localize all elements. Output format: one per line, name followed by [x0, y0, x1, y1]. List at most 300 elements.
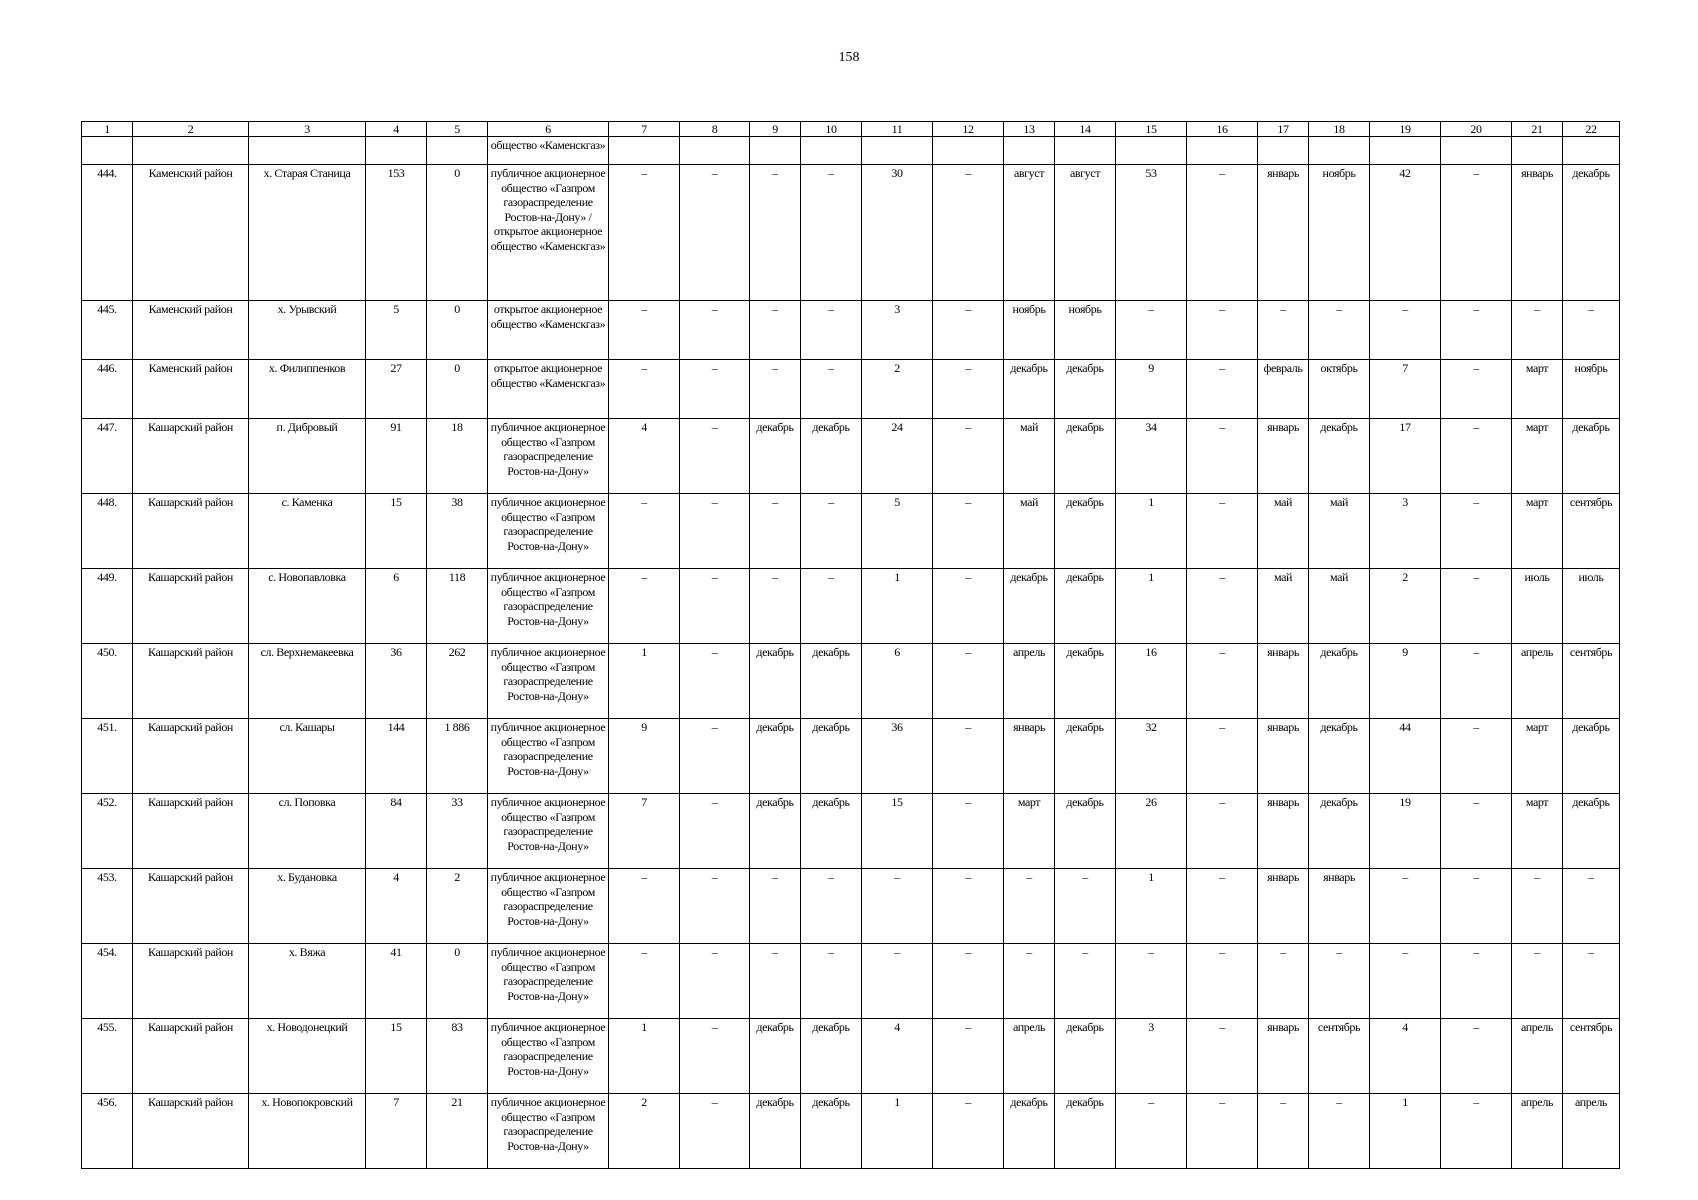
table-cell	[1258, 137, 1309, 165]
table-cell: 3	[1116, 1019, 1187, 1094]
table-cell: 27	[366, 360, 427, 419]
column-number-header: 6	[488, 122, 609, 137]
table-cell	[1004, 137, 1055, 165]
table-cell: март	[1004, 794, 1055, 869]
table-cell: –	[680, 944, 750, 1019]
table-cell: 83	[427, 1019, 488, 1094]
table-cell: 91	[366, 419, 427, 494]
table-cell: с. Новопавловка	[249, 569, 366, 644]
table-cell: –	[1055, 869, 1116, 944]
table-cell: 30	[862, 165, 933, 301]
table-cell: январь	[1309, 869, 1370, 944]
table-cell: п. Дибровый	[249, 419, 366, 494]
table-row	[82, 719, 1620, 794]
table-cell: публичное акционерное общество «Газпром газораспределение Ростов-на-Дону»	[488, 1094, 609, 1169]
table-cell: –	[1116, 944, 1187, 1019]
table-cell: х. Урывский	[249, 301, 366, 360]
table-cell: –	[680, 1019, 750, 1094]
table-cell: 15	[862, 794, 933, 869]
table-cell: январь	[1512, 165, 1563, 301]
table-cell: январь	[1004, 719, 1055, 794]
table-cell: публичное акционерное общество «Газпром газораспределение Ростов-на-Дону»	[488, 644, 609, 719]
table-cell	[366, 137, 427, 165]
table-cell: –	[680, 794, 750, 869]
table-cell: –	[1512, 944, 1563, 1019]
table-cell: –	[1441, 794, 1512, 869]
table-cell: –	[1258, 1094, 1309, 1169]
table-cell: 450.	[82, 644, 133, 719]
table-cell: декабрь	[1055, 644, 1116, 719]
table-cell: 9	[1116, 360, 1187, 419]
table-cell	[609, 137, 680, 165]
table-cell: –	[862, 944, 933, 1019]
table-cell: –	[801, 360, 862, 419]
table-cell	[933, 137, 1004, 165]
table-cell: 18	[427, 419, 488, 494]
table-cell: декабрь	[1309, 419, 1370, 494]
table-cell: х. Вяжа	[249, 944, 366, 1019]
table-cell: 153	[366, 165, 427, 301]
table-cell: –	[1309, 301, 1370, 360]
table-cell: общество «Каменскгаз»	[488, 137, 609, 165]
table-cell: декабрь	[1563, 419, 1620, 494]
table-cell: 1	[1116, 569, 1187, 644]
table-cell: 34	[1116, 419, 1187, 494]
table-cell: –	[801, 494, 862, 569]
table-cell: 1	[1370, 1094, 1441, 1169]
table-cell: 15	[366, 494, 427, 569]
table-cell: 16	[1116, 644, 1187, 719]
table-cell: январь	[1258, 1019, 1309, 1094]
table-cell: 454.	[82, 944, 133, 1019]
table-cell: 4	[862, 1019, 933, 1094]
table-cell: публичное акционерное общество «Газпром газораспределение Ростов-на-Дону»	[488, 794, 609, 869]
table-row	[82, 644, 1620, 719]
table-cell: май	[1004, 419, 1055, 494]
table-cell: –	[933, 944, 1004, 1019]
table-cell: 5	[862, 494, 933, 569]
column-number-header: 4	[366, 122, 427, 137]
table-cell: май	[1309, 494, 1370, 569]
column-number-header: 22	[1563, 122, 1620, 137]
table-cell: ноябрь	[1309, 165, 1370, 301]
table-cell: май	[1258, 494, 1309, 569]
table-cell: –	[1004, 869, 1055, 944]
table-cell	[862, 137, 933, 165]
table-cell: Кашарский район	[133, 494, 249, 569]
table-cell: публичное акционерное общество «Газпром газораспределение Ростов-на-Дону» / открытое акционерное общество «Каменскгаз»	[488, 165, 609, 301]
column-number-header: 2	[133, 122, 249, 137]
table-row	[82, 165, 1620, 301]
table-cell: 4	[609, 419, 680, 494]
table-cell: январь	[1258, 644, 1309, 719]
table-row	[82, 494, 1620, 569]
table-cell: х. Новодонецкий	[249, 1019, 366, 1094]
table-cell: 44	[1370, 719, 1441, 794]
table-cell: –	[750, 494, 801, 569]
table-cell	[1309, 137, 1370, 165]
table-cell: –	[1563, 944, 1620, 1019]
table-cell: Кашарский район	[133, 419, 249, 494]
column-number-header: 13	[1004, 122, 1055, 137]
table-cell: январь	[1258, 419, 1309, 494]
table-cell: –	[680, 1094, 750, 1169]
table-cell: –	[609, 494, 680, 569]
table-cell: 2	[1370, 569, 1441, 644]
table-cell: февраль	[1258, 360, 1309, 419]
table-cell: 6	[366, 569, 427, 644]
column-number-header: 8	[680, 122, 750, 137]
table-cell: –	[750, 869, 801, 944]
table-cell: 3	[1370, 494, 1441, 569]
table-cell: 451.	[82, 719, 133, 794]
table-cell: –	[933, 419, 1004, 494]
table-cell: декабрь	[801, 1019, 862, 1094]
table-cell: май	[1258, 569, 1309, 644]
table-cell: март	[1512, 360, 1563, 419]
table-cell: сентябрь	[1563, 644, 1620, 719]
table-row	[82, 794, 1620, 869]
table-row	[82, 301, 1620, 360]
table-cell: –	[1441, 1094, 1512, 1169]
table-cell: –	[1309, 1094, 1370, 1169]
table-cell: –	[680, 494, 750, 569]
table-cell	[1370, 137, 1441, 165]
table-cell: Кашарский район	[133, 794, 249, 869]
table-cell: 2	[862, 360, 933, 419]
table-cell: апрель	[1004, 1019, 1055, 1094]
table-cell: –	[1187, 644, 1258, 719]
table-cell: 0	[427, 301, 488, 360]
table-cell: август	[1004, 165, 1055, 301]
table-cell: –	[609, 301, 680, 360]
table-cell: 9	[609, 719, 680, 794]
table-cell: январь	[1258, 719, 1309, 794]
column-number-header: 16	[1187, 122, 1258, 137]
table-cell: 9	[1370, 644, 1441, 719]
table-cell: –	[1309, 944, 1370, 1019]
table-cell: –	[1441, 494, 1512, 569]
table-cell: –	[801, 165, 862, 301]
table-cell: 456.	[82, 1094, 133, 1169]
table-cell: –	[1441, 360, 1512, 419]
table-cell: 1	[1116, 869, 1187, 944]
table-cell: х. Старая Станица	[249, 165, 366, 301]
table-cell: публичное акционерное общество «Газпром газораспределение Ростов-на-Дону»	[488, 569, 609, 644]
table-cell: апрель	[1512, 1094, 1563, 1169]
table-cell: Каменский район	[133, 360, 249, 419]
table-cell: 4	[1370, 1019, 1441, 1094]
table-cell: –	[1441, 719, 1512, 794]
table-cell: декабрь	[1309, 719, 1370, 794]
table-cell: –	[1187, 719, 1258, 794]
table-cell: 1	[862, 1094, 933, 1169]
table-cell: 7	[366, 1094, 427, 1169]
table-cell: –	[680, 165, 750, 301]
table-cell: –	[1370, 869, 1441, 944]
table-cell: публичное акционерное общество «Газпром газораспределение Ростов-на-Дону»	[488, 419, 609, 494]
table-cell: –	[933, 644, 1004, 719]
column-number-header: 21	[1512, 122, 1563, 137]
table-cell: –	[1563, 301, 1620, 360]
table-cell: –	[933, 301, 1004, 360]
table-cell	[249, 137, 366, 165]
table-cell: сентябрь	[1563, 1019, 1620, 1094]
table-cell: декабрь	[1055, 719, 1116, 794]
table-cell: –	[1258, 301, 1309, 360]
table-cell: –	[1187, 360, 1258, 419]
column-number-header: 18	[1309, 122, 1370, 137]
table-cell: май	[1309, 569, 1370, 644]
table-cell: –	[933, 869, 1004, 944]
table-cell: –	[1187, 494, 1258, 569]
table-cell	[1512, 137, 1563, 165]
table-cell: 17	[1370, 419, 1441, 494]
table-cell: –	[801, 869, 862, 944]
table-cell: 0	[427, 944, 488, 1019]
table-cell: –	[1116, 1094, 1187, 1169]
column-number-header: 19	[1370, 122, 1441, 137]
table-cell: декабрь	[801, 719, 862, 794]
table-cell: –	[680, 569, 750, 644]
table-row	[82, 569, 1620, 644]
table-cell: –	[1441, 419, 1512, 494]
header-row	[82, 122, 1620, 137]
table-cell: декабрь	[801, 419, 862, 494]
table-cell: открытое акционерное общество «Каменскгаз»	[488, 360, 609, 419]
table-cell: сл. Кашары	[249, 719, 366, 794]
table-cell	[427, 137, 488, 165]
table-cell: июль	[1563, 569, 1620, 644]
table-cell: –	[750, 569, 801, 644]
table-cell: –	[1187, 165, 1258, 301]
table-cell: –	[933, 719, 1004, 794]
table-cell: Каменский район	[133, 165, 249, 301]
table-cell: апрель	[1004, 644, 1055, 719]
table-cell: 2	[609, 1094, 680, 1169]
table-cell: –	[609, 569, 680, 644]
table-cell: –	[1441, 165, 1512, 301]
table-cell: декабрь	[801, 1094, 862, 1169]
table-cell: –	[750, 360, 801, 419]
table-cell: 33	[427, 794, 488, 869]
table-cell: –	[1187, 1094, 1258, 1169]
table-cell: октябрь	[1309, 360, 1370, 419]
table-cell: январь	[1258, 165, 1309, 301]
table-cell: –	[1187, 419, 1258, 494]
table-cell: –	[933, 1019, 1004, 1094]
table-cell: –	[1187, 794, 1258, 869]
table-cell: –	[1441, 301, 1512, 360]
table-cell: декабрь	[1055, 1019, 1116, 1094]
table-cell: апрель	[1512, 644, 1563, 719]
table-cell: –	[1187, 301, 1258, 360]
table-cell	[1441, 137, 1512, 165]
table-cell: –	[933, 1094, 1004, 1169]
table-cell: –	[1116, 301, 1187, 360]
table-cell: 1 886	[427, 719, 488, 794]
table-cell: 24	[862, 419, 933, 494]
table-cell: январь	[1258, 794, 1309, 869]
table-cell: –	[1563, 869, 1620, 944]
table-cell: –	[609, 869, 680, 944]
table-cell: –	[933, 494, 1004, 569]
table-row	[82, 1019, 1620, 1094]
table-cell: –	[1258, 944, 1309, 1019]
table-cell: 7	[609, 794, 680, 869]
table-cell: 144	[366, 719, 427, 794]
table-cell: декабрь	[1004, 1094, 1055, 1169]
table-cell: –	[801, 301, 862, 360]
column-number-header: 7	[609, 122, 680, 137]
table-cell: –	[680, 360, 750, 419]
table-cell: х. Филиппенков	[249, 360, 366, 419]
table-cell	[1563, 137, 1620, 165]
table-cell: 445.	[82, 301, 133, 360]
table-cell: 444.	[82, 165, 133, 301]
column-number-header: 10	[801, 122, 862, 137]
table-cell: 53	[1116, 165, 1187, 301]
table-cell	[1116, 137, 1187, 165]
table-cell: 19	[1370, 794, 1441, 869]
table-cell: январь	[1258, 869, 1309, 944]
table-cell: 26	[1116, 794, 1187, 869]
table-cell: апрель	[1563, 1094, 1620, 1169]
table-cell: декабрь	[1563, 719, 1620, 794]
table-cell: –	[933, 569, 1004, 644]
table-cell: сентябрь	[1309, 1019, 1370, 1094]
table-cell: март	[1512, 719, 1563, 794]
table-cell: –	[1441, 944, 1512, 1019]
data-table	[81, 121, 1620, 1169]
table-cell: декабрь	[750, 719, 801, 794]
table-cell: –	[680, 419, 750, 494]
table-cell: –	[933, 794, 1004, 869]
table-cell: 0	[427, 165, 488, 301]
table-cell: декабрь	[801, 794, 862, 869]
table-cell: –	[1055, 944, 1116, 1019]
column-number-header: 3	[249, 122, 366, 137]
table-cell: –	[933, 360, 1004, 419]
table-cell: 118	[427, 569, 488, 644]
table-cell: апрель	[1512, 1019, 1563, 1094]
table-cell: –	[1004, 944, 1055, 1019]
table-cell: –	[750, 301, 801, 360]
column-number-header: 14	[1055, 122, 1116, 137]
table-cell: –	[750, 944, 801, 1019]
table-cell: 447.	[82, 419, 133, 494]
table-cell: 262	[427, 644, 488, 719]
table-cell: март	[1512, 494, 1563, 569]
table-cell: ноябрь	[1004, 301, 1055, 360]
table-cell: 1	[862, 569, 933, 644]
table-cell: –	[680, 644, 750, 719]
table-cell: Кашарский район	[133, 719, 249, 794]
table-cell: сентябрь	[1563, 494, 1620, 569]
column-number-header: 20	[1441, 122, 1512, 137]
table-cell: 455.	[82, 1019, 133, 1094]
table-row	[82, 419, 1620, 494]
table-cell: 38	[427, 494, 488, 569]
column-number-header: 17	[1258, 122, 1309, 137]
table-cell: –	[1512, 301, 1563, 360]
table-cell: Кашарский район	[133, 869, 249, 944]
table-cell: декабрь	[801, 644, 862, 719]
table-cell: Каменский район	[133, 301, 249, 360]
table-cell: декабрь	[1309, 794, 1370, 869]
table-cell	[680, 137, 750, 165]
table-cell: –	[680, 719, 750, 794]
table-cell: 448.	[82, 494, 133, 569]
table-row	[82, 1094, 1620, 1169]
table-cell: открытое акционерное общество «Каменскгаз»	[488, 301, 609, 360]
column-number-header: 1	[82, 122, 133, 137]
table-cell	[1055, 137, 1116, 165]
table-cell: сл. Поповка	[249, 794, 366, 869]
table-cell: декабрь	[750, 419, 801, 494]
table-cell: –	[1187, 944, 1258, 1019]
page-number: 158	[838, 50, 860, 65]
table-cell: 84	[366, 794, 427, 869]
table-cell: –	[1187, 1019, 1258, 1094]
table-cell: ноябрь	[1563, 360, 1620, 419]
column-number-header: 5	[427, 122, 488, 137]
table-cell	[1187, 137, 1258, 165]
table-cell: –	[1187, 569, 1258, 644]
table-row	[82, 944, 1620, 1019]
table-body	[82, 122, 1620, 1169]
table-cell: декабрь	[1055, 569, 1116, 644]
table-cell: 4	[366, 869, 427, 944]
table-cell: декабрь	[1055, 1094, 1116, 1169]
table-cell: декабрь	[1563, 794, 1620, 869]
table-cell: Кашарский район	[133, 569, 249, 644]
table-cell: декабрь	[1055, 494, 1116, 569]
table-cell: –	[609, 944, 680, 1019]
table-cell: декабрь	[1309, 644, 1370, 719]
table-cell: –	[1441, 869, 1512, 944]
table-cell: 7	[1370, 360, 1441, 419]
table-cell: декабрь	[750, 1019, 801, 1094]
table-cell: 0	[427, 360, 488, 419]
column-number-header: 15	[1116, 122, 1187, 137]
table-cell: декабрь	[1004, 360, 1055, 419]
table-row	[82, 869, 1620, 944]
table-cell: –	[1441, 569, 1512, 644]
table-cell	[750, 137, 801, 165]
table-row	[82, 137, 1620, 165]
table-cell: декабрь	[750, 644, 801, 719]
table-cell: Кашарский район	[133, 1019, 249, 1094]
table-cell: 41	[366, 944, 427, 1019]
table-cell: август	[1055, 165, 1116, 301]
table-cell: 21	[427, 1094, 488, 1169]
table-cell: май	[1004, 494, 1055, 569]
table-cell	[801, 137, 862, 165]
table-cell: сл. Верхнемакеевка	[249, 644, 366, 719]
table-cell: –	[1441, 1019, 1512, 1094]
table-row	[82, 360, 1620, 419]
table-cell: –	[1187, 869, 1258, 944]
table-cell: 5	[366, 301, 427, 360]
table-cell: –	[1441, 644, 1512, 719]
table-cell: –	[1370, 301, 1441, 360]
table-cell: 449.	[82, 569, 133, 644]
table-cell: июль	[1512, 569, 1563, 644]
table-cell: Кашарский район	[133, 644, 249, 719]
table-cell	[82, 137, 133, 165]
table-cell: 1	[609, 644, 680, 719]
